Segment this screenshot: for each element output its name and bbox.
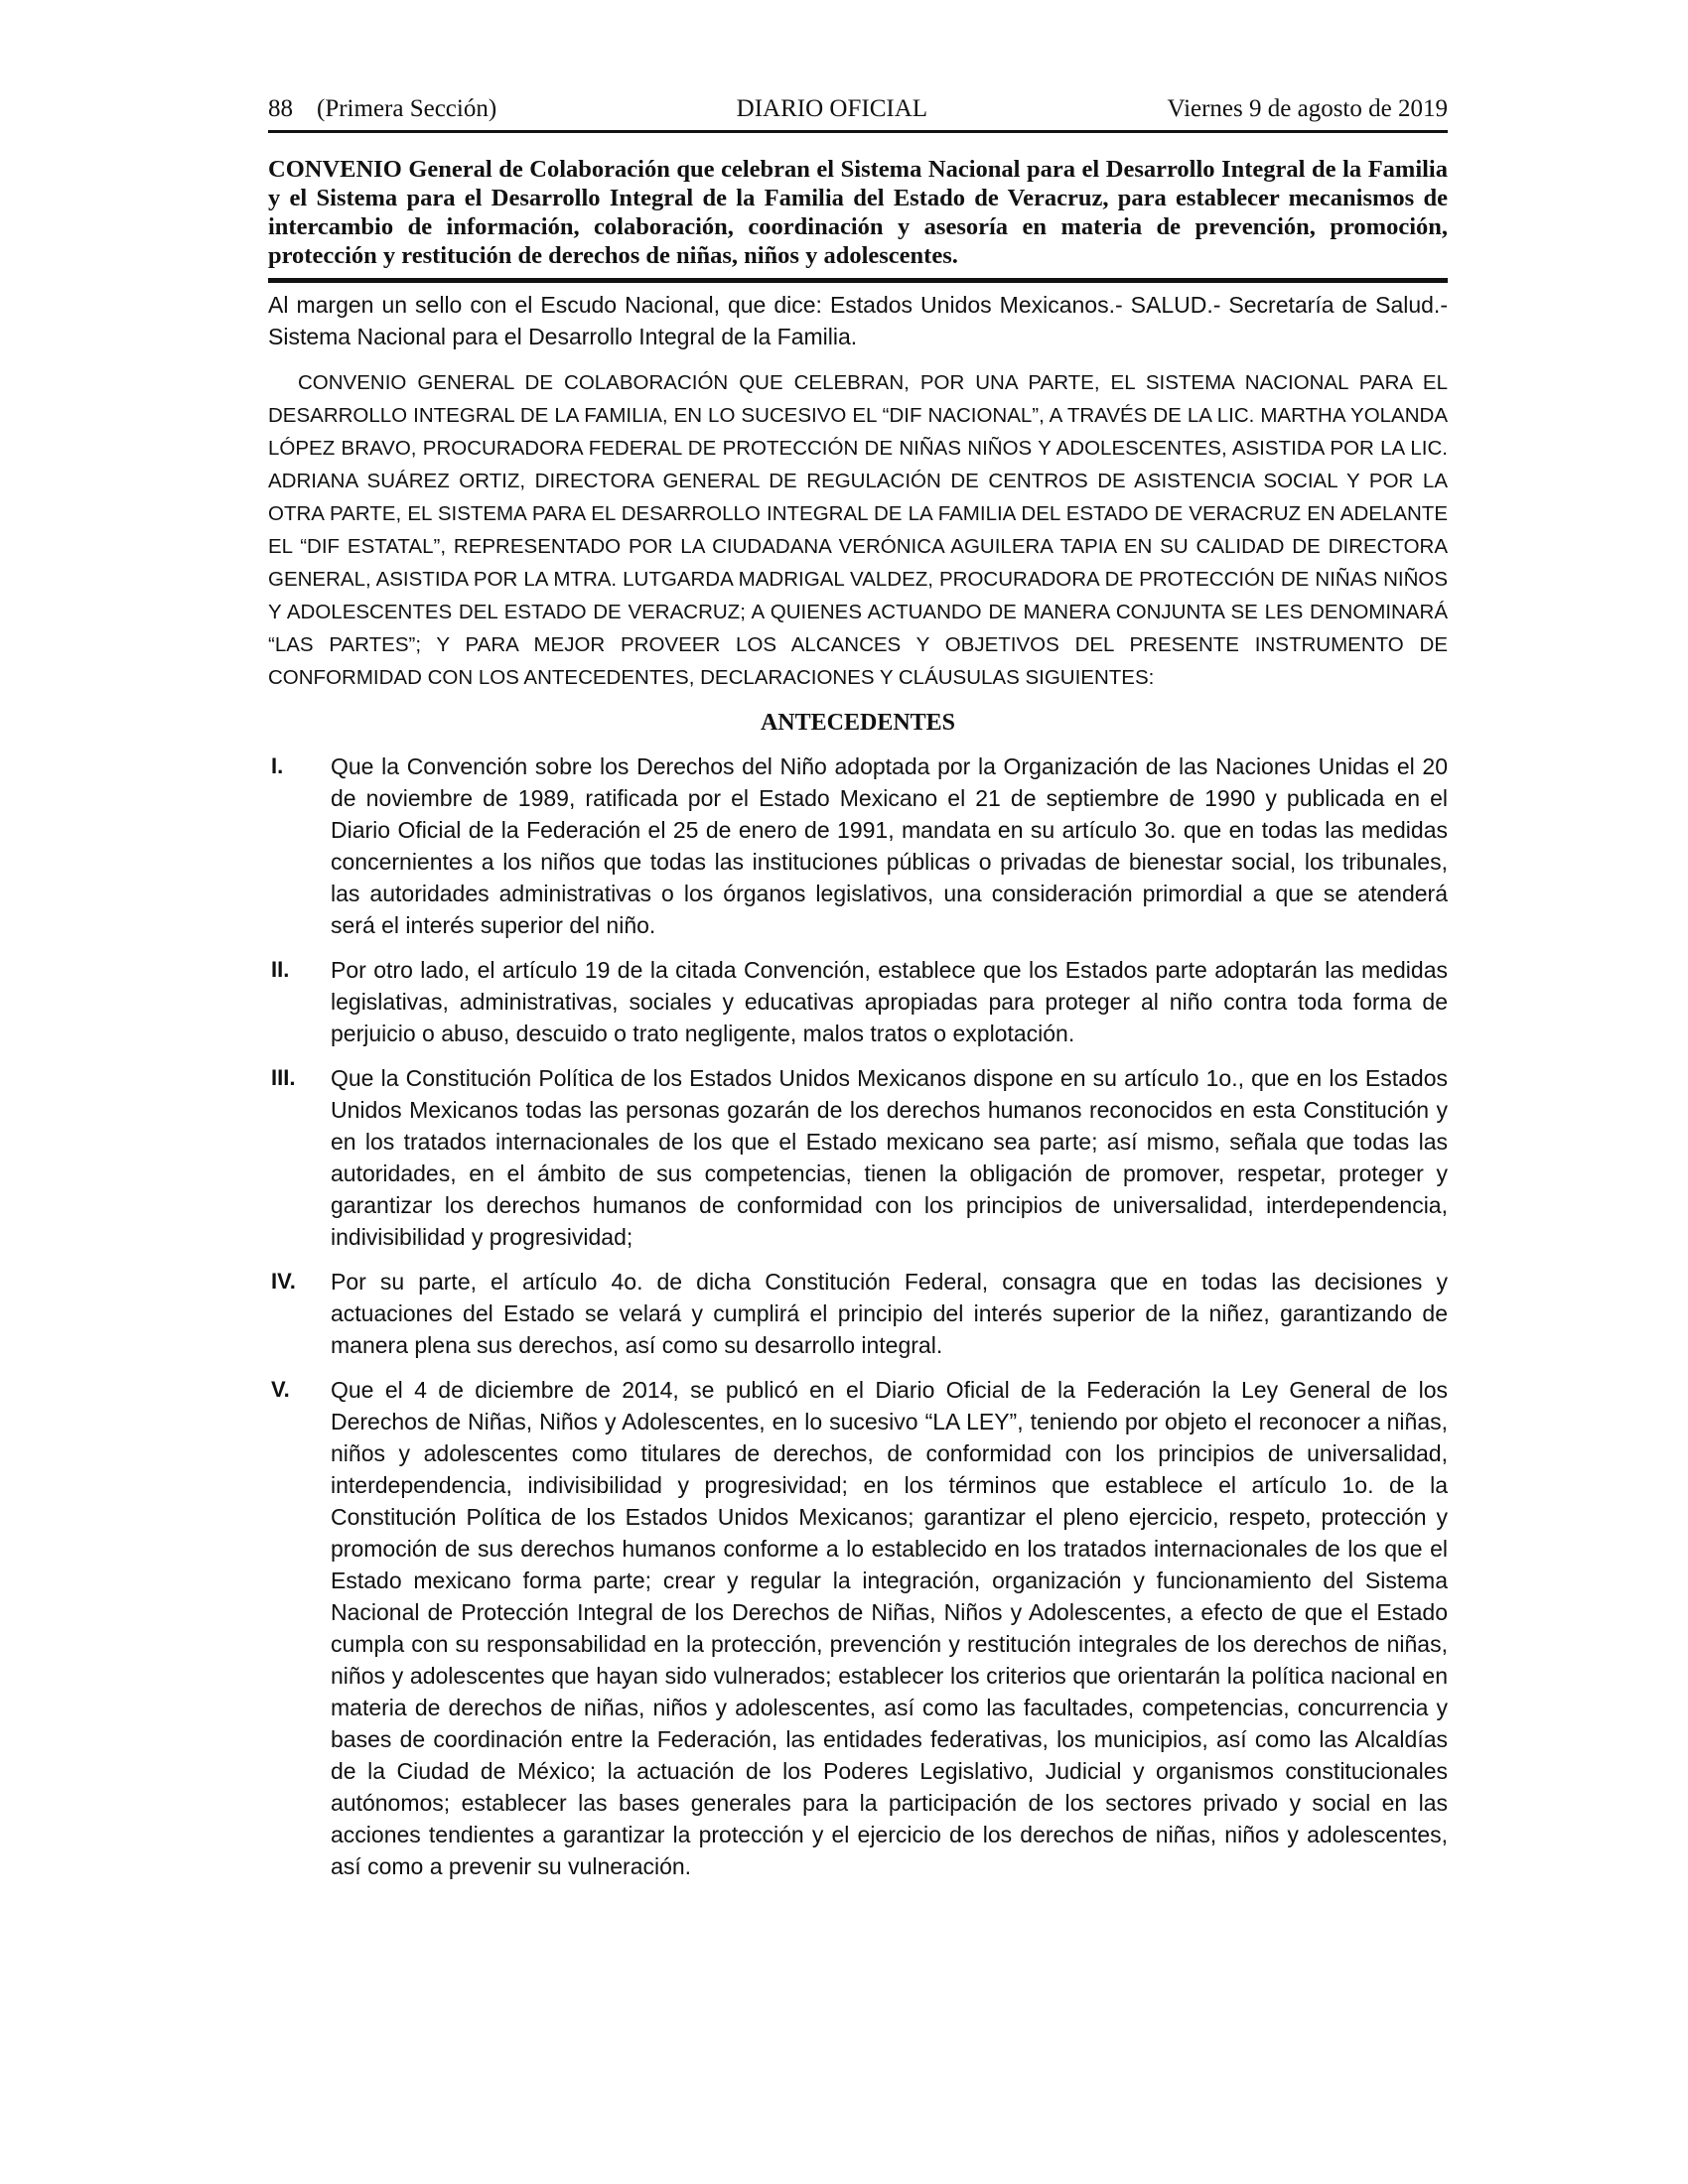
item-text: Que el 4 de diciembre de 2014, se publicó en el Diario Oficial de la Federación la Ley General de los Derechos de Niñas, Niños y Adolescentes, en lo sucesivo “LA LEY”, teniendo por objeto el reconocer a niñas, niños y adolescentes como titulares de derechos, de conformidad con los principios de universalidad, interdependencia, indivisibilidad y progresividad; en los términos que establece el artículo 1o. de la Constitución Política de los Estados Unidos Mexicanos; garantizar el pleno ejercicio, respeto, protección y promoción de sus derechos humanos conforme a lo establecido en los tratados internacionales de los que el Estado mexicano forma parte; crear y regular la integración, organización y funcionamiento del Sistema Nacional de Protección Integral de los Derechos de Niñas, Niños y Adolescentes, a efecto de que el Estado cumpla con su responsabilidad en la protección, prevención y restitución integrales de los derechos de niñas, niños y adolescentes que hayan sido vulnerados; establecer los criterios que orientarán la política nacional en materia de derechos de niñas, niños y adolescentes, así como las facultades, competencias, concurrencia y bases de coordinación entre la Federación, las entidades federativas, los municipios, así como las Alcaldías de la Ciudad de México; la actuación de los Poderes Legislativo, Judicial y organismos constitucionales autónomos; establecer las bases generales para la participación de los sectores privado y social en las acciones tendientes a garantizar la protección y el ejercicio de los derechos de niñas, niños y adolescentes, así como a prevenir su vulneración. [331, 1377, 1448, 1879]
intro-paragraph: CONVENIO GENERAL DE COLABORACIÓN QUE CELEBRAN, POR UNA PARTE, EL SISTEMA NACIONAL PARA EL DESARROLLO INTEGRAL DE LA FAMILIA, EN LO SUCESIVO EL “DIF NACIONAL”, A TRAVÉS DE LA LIC. MARTHA YOLANDA LÓPEZ BRAVO, PROCURADORA FEDERAL DE PROTECCIÓN DE NIÑAS NIÑOS Y ADOLESCENTES, ASISTIDA POR LA LIC. ADRIANA SUÁREZ ORTIZ, DIRECTORA GENERAL DE REGULACIÓN DE CENTROS DE ASISTENCIA SOCIAL Y POR LA OTRA PARTE, EL SISTEMA PARA EL DESARROLLO INTEGRAL DE LA FAMILIA DEL ESTADO DE VERACRUZ EN ADELANTE EL “DIF ESTATAL”, REPRESENTADO POR LA CIUDADANA VERÓNICA AGUILERA TAPIA EN SU CALIDAD DE DIRECTORA GENERAL, ASISTIDA POR LA MTRA. LUTGARDA MADRIGAL VALDEZ, PROCURADORA DE PROTECCIÓN DE NIÑAS NIÑOS Y ADOLESCENTES DEL ESTADO DE VERACRUZ; A QUIENES ACTUANDO DE MANERA CONJUNTA SE LES DENOMINARÁ “LAS PARTES”; Y PARA MEJOR PROVEER LOS ALCANCES Y OBJETIVOS DEL PRESENTE INSTRUMENTO DE CONFORMIDAD CON LOS ANTECEDENTES, DECLARACIONES Y CLÁUSULAS SIGUIENTES: [268, 371, 1448, 689]
margin-note: Al margen un sello con el Escudo Nacional, que dice: Estados Unidos Mexicanos.- SALUD.- Secretaría de Salud.- Sistema Nacional para el Desarrollo Integral de la Familia. [268, 292, 1448, 349]
publication-date: Viernes 9 de agosto de 2019 [1167, 95, 1448, 122]
list-item [268, 1266, 1448, 1361]
item-number: II. [271, 957, 290, 982]
item-text: Por su parte, el artículo 4o. de dicha Constitución Federal, consagra que en todas las decisiones y actuaciones del Estado se velará y cumplirá el principio del interés superior de la niñez, garantizando de manera plena sus derechos, así como su desarrollo integral. [331, 1269, 1448, 1358]
item-text: Por otro lado, el artículo 19 de la citada Convención, establece que los Estados parte adoptarán las medidas legislativas, administrativas, sociales y educativas apropiadas para proteger al niño contra toda forma de perjuicio o abuso, descuido o trato negligente, malos tratos o explotación. [331, 957, 1448, 1046]
document-title: CONVENIO General de Colaboración que celebran el Sistema Nacional para el Desarrollo Integral de la Familia y el Sistema para el Desarrollo Integral de la Familia del Estado de Veracruz, para establecer mecanismos de intercambio de información, colaboración, coordinación y asesoría en materia de prevención, promoción, protección y restitución de derechos de niñas, niños y adolescentes. [268, 155, 1448, 283]
item-number: IV. [271, 1269, 296, 1294]
section-label: (Primera Sección) [317, 95, 497, 122]
list-item [268, 1062, 1448, 1253]
document-page [268, 94, 1448, 1895]
list-item [268, 751, 1448, 941]
list-item [268, 1374, 1448, 1882]
page-number: 88 [268, 95, 293, 122]
list-item [268, 954, 1448, 1049]
item-text: Que la Constitución Política de los Estados Unidos Mexicanos dispone en su artículo 1o., que en los Estados Unidos Mexicanos todas las personas gozarán de los derechos humanos reconocidos en esta Constitución y en los tratados internacionales de los que el Estado mexicano sea parte; así mismo, señala que todas las autoridades, en el ámbito de sus competencias, tienen la obligación de promover, respetar, proteger y garantizar los derechos humanos de conformidad con los principios de universalidad, interdependencia, indivisibilidad y progresividad; [331, 1065, 1448, 1250]
antecedentes-list [268, 751, 1448, 1882]
section-heading-antecedentes: ANTECEDENTES [760, 710, 956, 736]
item-number: I. [271, 753, 284, 778]
item-number: III. [271, 1065, 296, 1090]
item-number: V. [271, 1377, 290, 1402]
page-header [268, 94, 1448, 133]
publication-name: DIARIO OFICIAL [736, 95, 928, 122]
item-text: Que la Convención sobre los Derechos del Niño adoptada por la Organización de las Naciones Unidas el 20 de noviembre de 1989, ratificada por el Estado Mexicano el 21 de septiembre de 1990 y publicada en el Diario Oficial de la Federación el 25 de enero de 1991, mandata en su artículo 3o. que en todas las medidas concernientes a los niños que todas las instituciones públicas o privadas de bienestar social, los tribunales, las autoridades administrativas o los órganos legislativos, una consideración primordial a que se atenderá será el interés superior del niño. [331, 753, 1448, 938]
header-left [268, 94, 496, 124]
